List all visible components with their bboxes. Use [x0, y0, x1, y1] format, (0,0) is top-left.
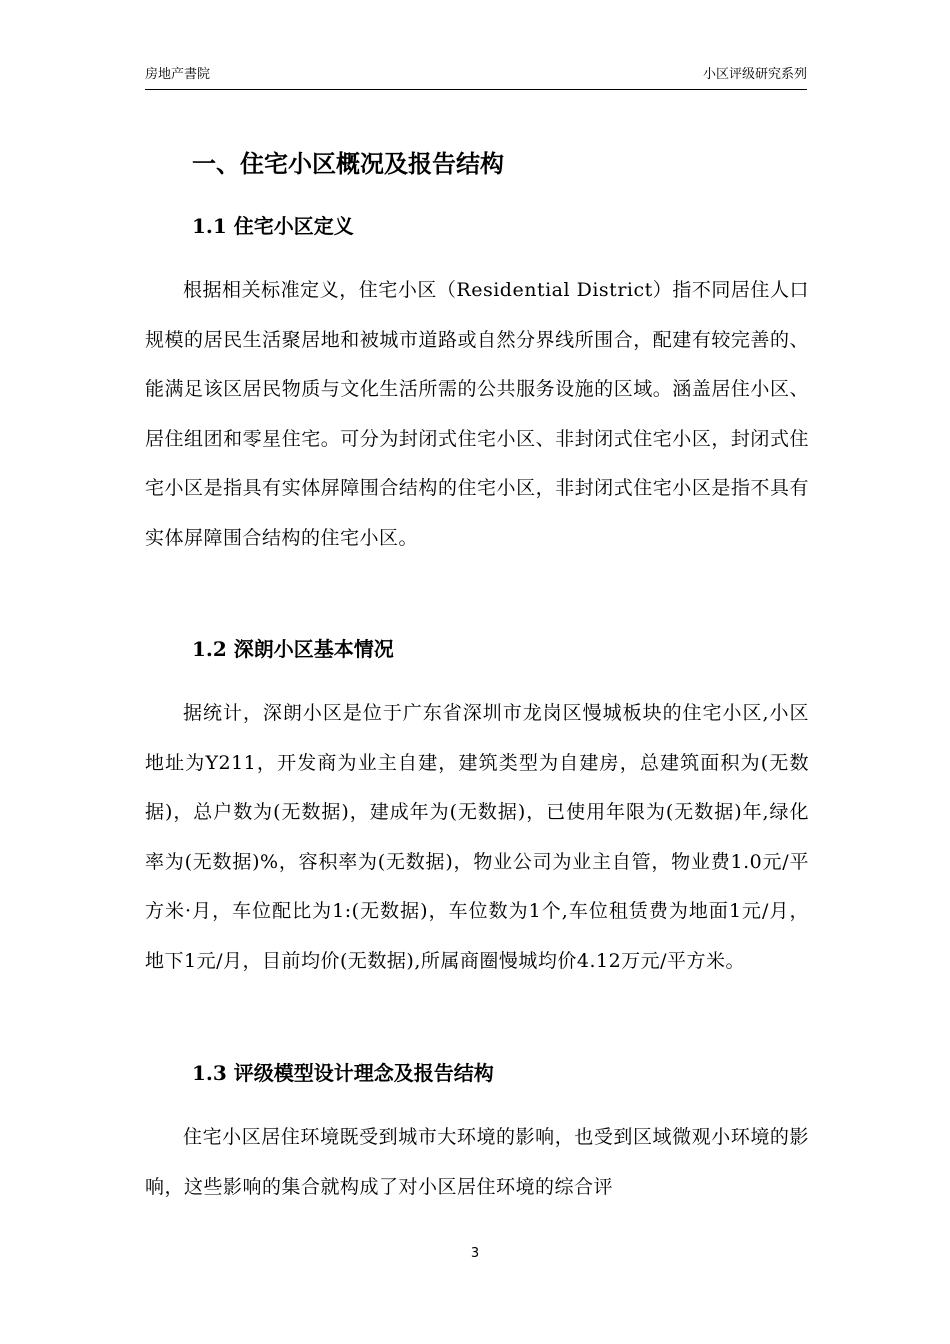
section-title-1-1: 1.1 住宅小区定义	[192, 214, 354, 238]
section-title-1-2: 1.2 深朗小区基本情况	[192, 637, 394, 661]
section-paragraph-1-3: 住宅小区居住环境既受到城市大环境的影响，也受到区域微观小环境的影响，这些影响的集合就构成了对小区居住环境的综合评	[145, 1126, 809, 1198]
page-number: 3	[470, 1246, 480, 1261]
section-title-1-3: 1.3 评级模型设计理念及报告结构	[192, 1061, 494, 1085]
section-paragraph-1-2: 据统计，深朗小区是位于广东省深圳市龙岗区慢城板块的住宅小区,小区地址为Y211，开发商为业主自建，建筑类型为自建房，总建筑面积为(无数据)，总户数为(无数据)，建成年为(无数据)，已使用年限为(无数据)年,绿化率为(无数据)%，容积率为(无数据)，物业公司为业主自管，物业费1.0元/平方米·月，车位配比为1:(无数据)，车位数为1个,车位租赁费为地面1元/月，地下1元/月，目前均价(无数据),所属商圈慢城均价4.12万元/平方米。	[145, 702, 809, 972]
chapter-title: 一、住宅小区概况及报告结构	[192, 149, 504, 178]
header-publisher: 房地产書院	[145, 67, 211, 82]
header-divider	[145, 89, 807, 90]
section-paragraph-1-1: 根据相关标准定义，住宅小区（Residential District）指不同居住人口规模的居民生活聚居地和被城市道路或自然分界线所围合，配建有较完善的、能满足该区居民物质与文化生活所需的公共服务设施的区域。涵盖居住小区、居住组团和零星住宅。可分为封闭式住宅小区、非封闭式住宅小区，封闭式住宅小区是指具有实体屏障围合结构的住宅小区，非封闭式住宅小区是指不具有实体屏障围合结构的住宅小区。	[145, 279, 809, 549]
page-header	[145, 64, 807, 86]
header-series-title: 小区评级研究系列	[702, 67, 807, 82]
